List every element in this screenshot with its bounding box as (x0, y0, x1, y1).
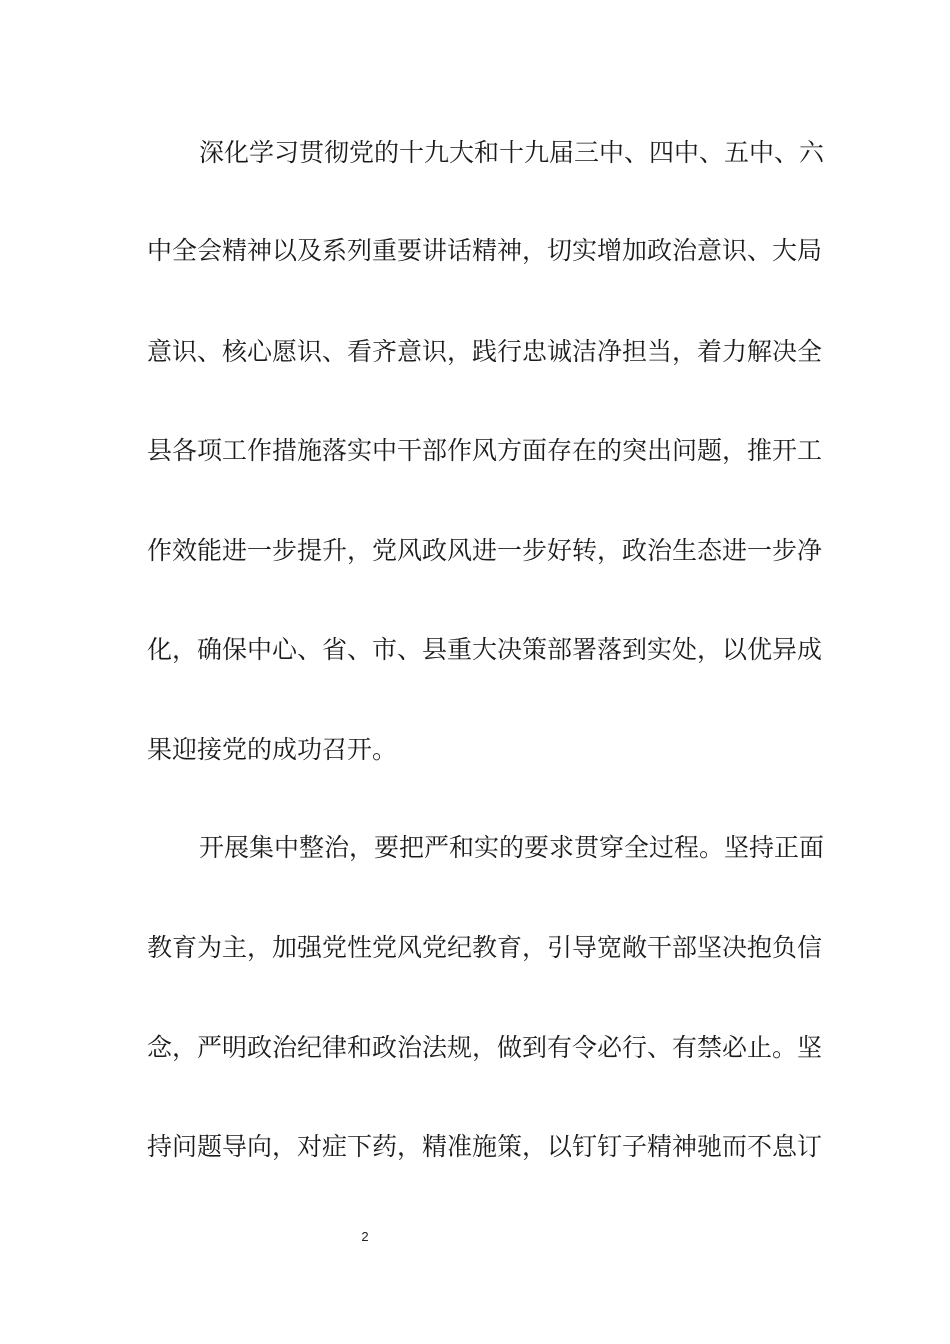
paragraph-2-line-4: 持问题导向，对症下药，精准施策，以钉钉子精神驰而不息订 (147, 1132, 823, 1161)
paragraph-1-line-4: 县各项工作措施落实中干部作风方面存在的突出问题，推开工 (147, 436, 823, 465)
paragraph-1-line-3: 意识、核心愿识、看齐意识，践行忠诚洁净担当，着力解决全 (147, 337, 823, 366)
paragraph-2-line-2: 教育为主，加强党性党风党纪教育，引导宽敞干部坚决抱负信 (147, 933, 823, 962)
paragraph-1-line-1: 深化学习贯彻党的十九大和十九届三中、四中、五中、六 (199, 138, 825, 167)
paragraph-1-line-6: 化，确保中心、省、市、县重大决策部署落到实处，以优异成 (147, 635, 823, 664)
paragraph-1-line-7: 果迎接党的成功召开。 (147, 735, 398, 764)
paragraph-2-line-1: 开展集中整治，要把严和实的要求贯穿全过程。坚持正面 (199, 833, 825, 862)
page-number: 2 (361, 1229, 369, 1244)
paragraph-1-line-5: 作效能进一步提升，党风政风进一步好转，政治生态进一步净 (147, 536, 823, 565)
paragraph-1-line-2: 中全会精神以及系列重要讲话精神，切实增加政治意识、大局 (147, 236, 823, 265)
paragraph-2-line-3: 念，严明政治纪律和政治法规，做到有令必行、有禁必止。坚 (147, 1033, 823, 1062)
